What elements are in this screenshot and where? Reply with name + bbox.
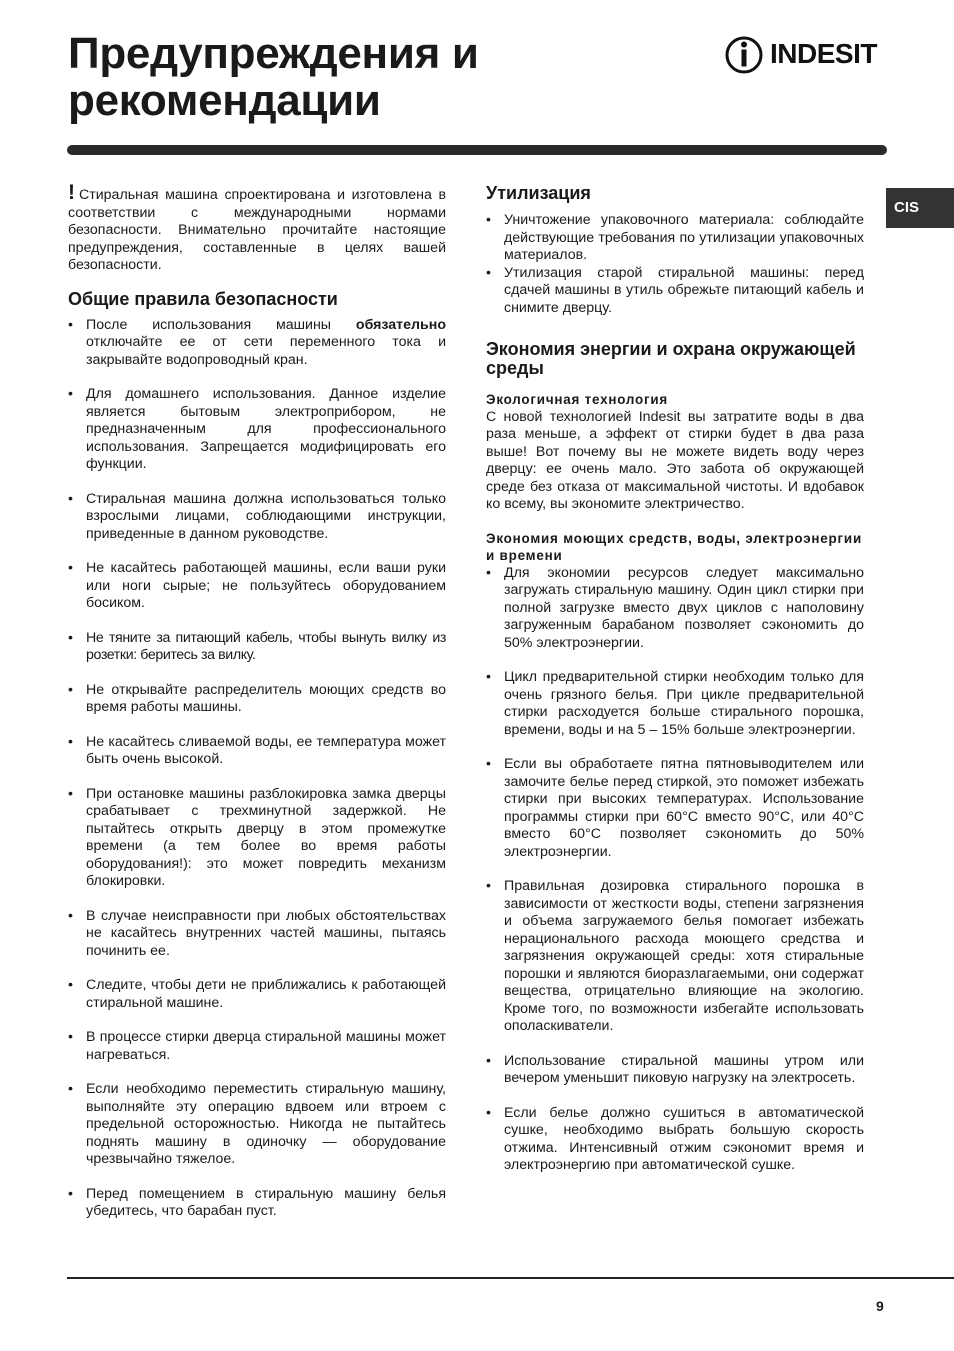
- intro-text: Стиральная машина спроектирована и изготовлена в соответствии с международными нормами безопасности. Внимательно прочитайте настоящие предупреждения, составленные в целях вашей безопасности.: [68, 187, 446, 273]
- list-item: • Использование стиральной машины утром или вечером уменьшит пиковую нагрузку на электросеть.: [486, 1052, 864, 1086]
- list-item: • Правильная дозировка стирального порошка в зависимости от жесткости воды, степени загрязнения и объема загружаемого белья помогает избежать нерационального расхода моющего средства и загрязнения окружающей среды: хотя стиральные порошки и являются биоразлагаемыми, они содержат вещества, отрицательно влияющие на экологию. Кроме того, по возможности избегайте использовать ополаскиватели.: [486, 878, 864, 1034]
- bullet: •: [68, 907, 73, 924]
- energy-heading: Экономия энергии и охрана окружающей среды: [486, 339, 856, 378]
- list-item: • Для домашнего использования. Данное изделие является бытовым электроприбором, не предназначенным для профессионального использования. Запрещается модифицировать его функции.: [68, 386, 446, 472]
- bullet: •: [68, 785, 73, 802]
- brand-name: INDESIT: [770, 38, 877, 69]
- eco-text: С новой технологией Indesit вы затратите воды в два раза меньше, а эффект от стирки будет в два раза выше! Вот почему вы не можете видеть воду через дверцу: ее очень мало. Это забота об окружающей среде без отказа от максимальной чистоты. И вдобавок ко всему, вы экономите электричество.: [486, 408, 864, 512]
- page-number: 9: [876, 1298, 884, 1314]
- bullet: •: [486, 264, 491, 281]
- list-item: • Уничтожение упаковочного материала: соблюдайте действующие требования по утилизации упаковочных материалов.: [486, 212, 864, 263]
- list-item: • Если необходимо переместить стиральную машину, выполняйте эту операцию вдвоем или втроем с предельной осторожностью. Никогда не пытайтесь поднять машину в одиночку — оборудование чрезвычайно тяжелое.: [68, 1081, 446, 1167]
- list-item: • Не тяните за питающий кабель, чтобы вынуть вилку из розетки: беритесь за вилку.: [68, 629, 446, 663]
- bullet: •: [486, 669, 491, 685]
- bullet: •: [68, 1081, 73, 1097]
- bullet: •: [68, 1029, 73, 1045]
- list-item: • В случае неисправности при любых обстоятельствах не касайтесь внутренних частей машины, пытаясь починить ее.: [68, 907, 446, 959]
- right-column: [486, 184, 864, 1175]
- list-item: • Если белье должно сушиться в автоматической сушке, необходимо выбрать большую скорость отжима. Интенсивный отжим сэкономит время и электроэнергию при автоматической сушке.: [486, 1104, 864, 1173]
- list-item: • Не открывайте распределитель моющих средств во время работы машины.: [68, 681, 446, 715]
- bullet: •: [68, 681, 73, 698]
- warning-mark: !: [68, 181, 75, 204]
- left-column: [68, 181, 446, 1221]
- footer-rule: [67, 1277, 954, 1279]
- bullet: •: [68, 733, 73, 750]
- bullet: •: [486, 878, 491, 894]
- bullet: •: [486, 1104, 491, 1121]
- bullet: •: [68, 560, 73, 576]
- list-item: • При остановке машины разблокировка замка дверцы срабатывает с трехминутной задержкой. Не пытайтесь открыть дверцу в этом промежутке времени (а тем более во время работы оборудования!): это может повредить механизм блокировки.: [68, 785, 446, 889]
- bullet: •: [68, 977, 73, 993]
- disposal-heading: Утилизация: [486, 183, 591, 203]
- safety-heading: Общие правила безопасности: [68, 288, 338, 309]
- list-item: • Не касайтесь работающей машины, если ваши руки или ноги сырые; не пользуйтесь оборудованием босиком.: [68, 560, 446, 611]
- bullet: •: [68, 1185, 73, 1202]
- list-item: • После использования машины обязательно отключайте ее от сети переменного тока и закрывайте водопроводный кран.: [68, 316, 446, 368]
- indesit-logo: [724, 32, 892, 78]
- bullet: •: [486, 212, 491, 228]
- list-item: • Для экономии ресурсов следует максимально загружать стиральную машину. Один цикл стирки при полной загрузке вместо двух циклов с наполовину загруженным барабаном позволяет сэкономить до 50% электроэнергии.: [486, 564, 864, 651]
- bullet: •: [68, 629, 73, 646]
- list-item: • Перед помещением в стиральную машину белья убедитесь, что барабан пуст.: [68, 1185, 446, 1219]
- list-item: • Утилизация старой стиральной машины: перед сдачей машины в утиль обрежьте питающий кабель и снимите дверцу.: [486, 264, 864, 316]
- page-title: Предупреждения и рекомендации: [68, 29, 479, 125]
- list-item: • Цикл предварительной стирки необходим только для очень грязного белья. При цикле предварительной стирки расходуется больше стирального порошка, времени, воды и на 5 – 15% больше электроэнергии.: [486, 669, 864, 738]
- bullet: •: [486, 564, 491, 581]
- bullet: •: [68, 490, 73, 507]
- indesit-logo-icon: [724, 32, 768, 78]
- saving-list: [486, 565, 864, 1175]
- list-item: • Следите, чтобы дети не приближались к работающей стиральной машине.: [68, 977, 446, 1011]
- eco-heading: Экологичная технология: [486, 392, 669, 407]
- language-tab: CIS: [886, 188, 954, 228]
- list-item: • В процессе стирки дверца стиральной машины может нагреваться.: [68, 1029, 446, 1063]
- bullet: •: [486, 1052, 491, 1069]
- list-item: • Стиральная машина должна использоваться только взрослыми лицами, соблюдающими инструкции, приведенные в данном руководстве.: [68, 490, 446, 542]
- bullet: •: [486, 756, 491, 772]
- safety-list: [68, 317, 446, 1221]
- disposal-list: [486, 212, 864, 317]
- bullet: •: [68, 386, 73, 402]
- saving-heading: Экономия моющих средств, воды, электроэнергии и времени: [486, 530, 862, 563]
- intro-paragraph: [68, 181, 446, 275]
- list-item: • Не касайтесь сливаемой воды, ее температура может быть очень высокой.: [68, 733, 446, 767]
- header-rule: [67, 145, 887, 155]
- list-item: • Если вы обработаете пятна пятновыводителем или замочите белье перед стиркой, это поможет избежать стирки при высоких температурах. Использование программы стирки при 60°C вместо 90°C, или 40°C вместо 60°C позволяет сэкономить до 50% электроэнергии.: [486, 756, 864, 860]
